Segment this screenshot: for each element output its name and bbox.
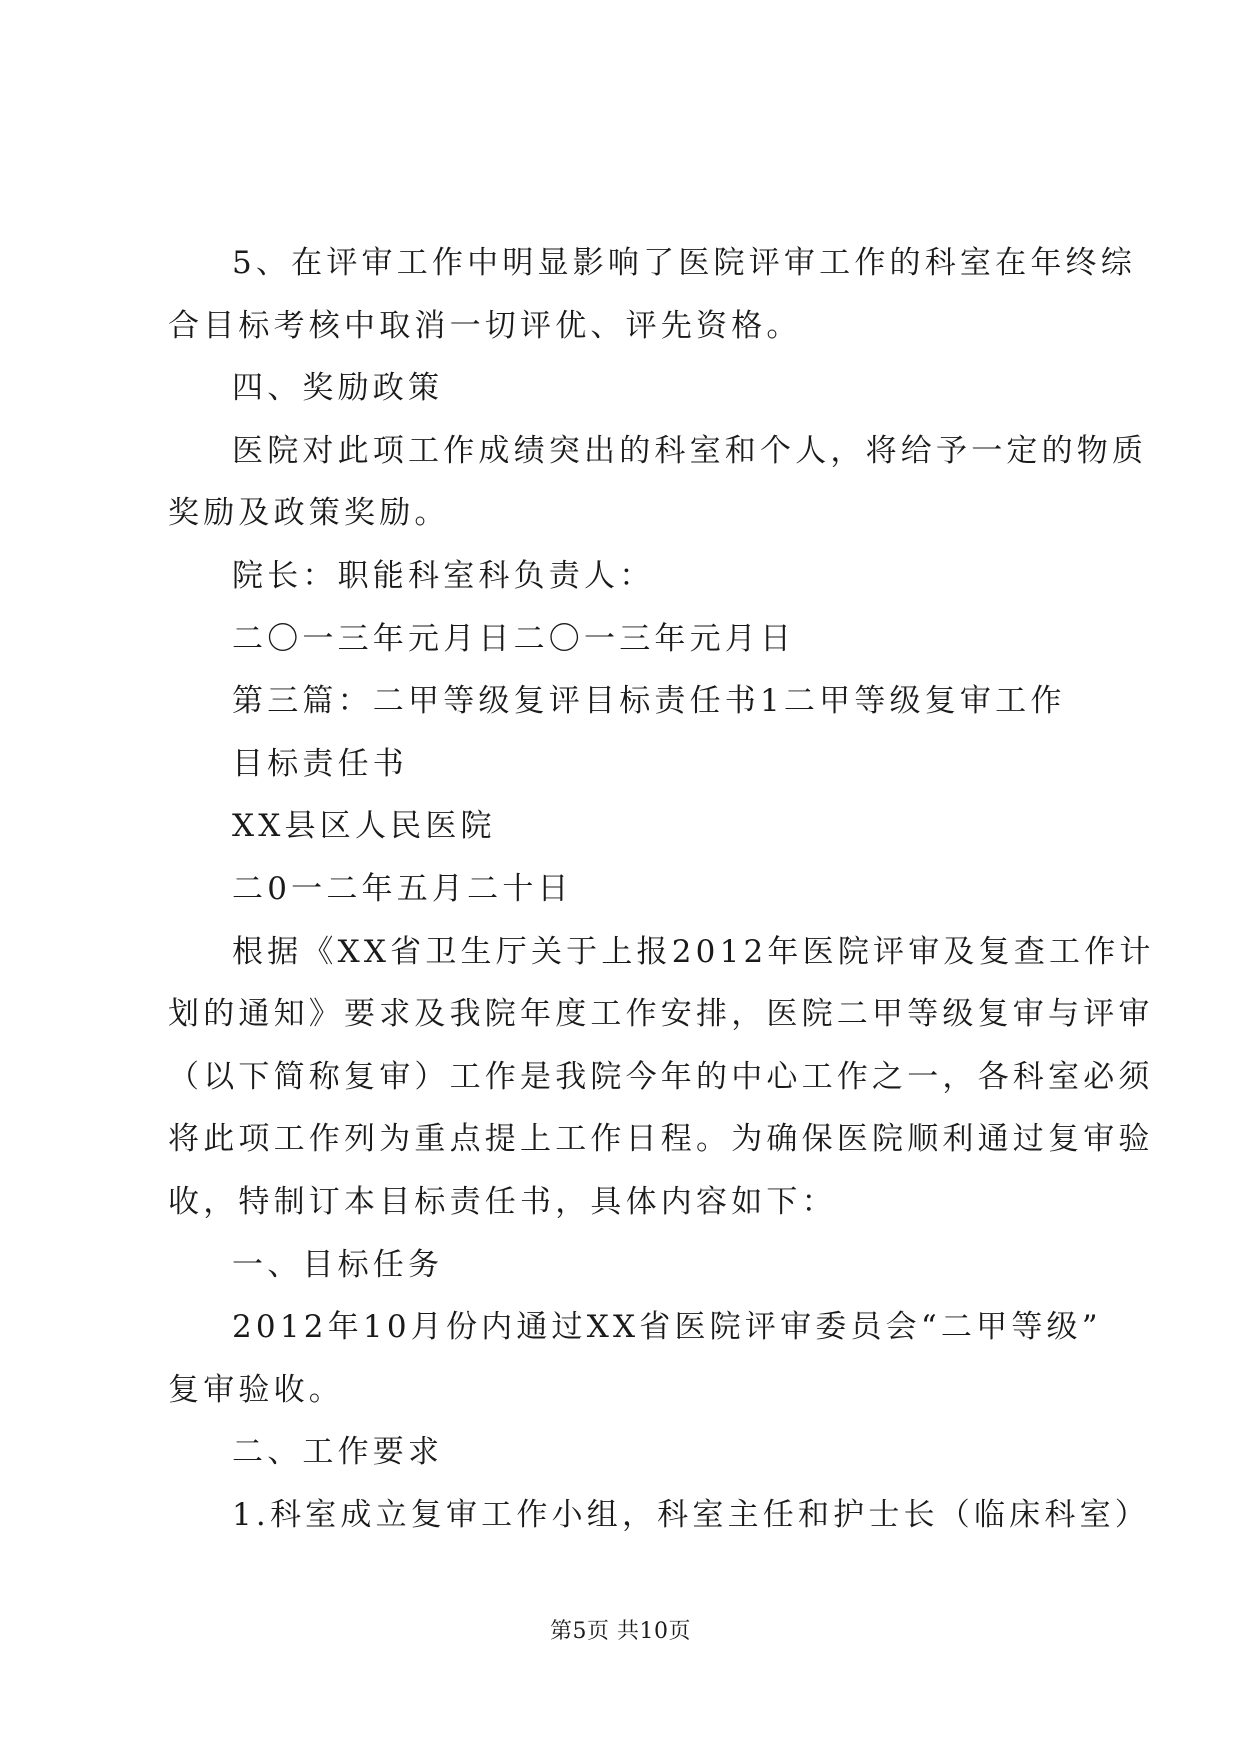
paragraph-line: 复审验收。 xyxy=(168,1371,344,1408)
page-footer: 第5页 共10页 xyxy=(550,1619,691,1644)
paragraph-line: 目标责任书 xyxy=(232,745,408,782)
paragraph-line: 奖励及政策奖励。 xyxy=(168,495,450,532)
paragraph-line: 将此项工作列为重点提上工作日程。为确保医院顺利通过复审验 xyxy=(168,1121,1154,1158)
document-body xyxy=(168,232,1155,1546)
paragraph-line: （以下简称复审）工作是我院今年的中心工作之一，各科室必须 xyxy=(168,1058,1154,1095)
paragraph-line: 收，特制订本目标责任书，具体内容如下： xyxy=(168,1183,837,1220)
paragraph-line: 二〇一三年元月日二〇一三年元月日 xyxy=(232,620,796,657)
paragraph-line: 5、在评审工作中明显影响了医院评审工作的科室在年终综 xyxy=(232,245,1136,281)
paragraph-line: 1.科室成立复审工作小组，科室主任和护士长（临床科室） xyxy=(232,1496,1150,1533)
paragraph-line: 2012年10月份内通过XX省医院评审委员会“二甲等级” xyxy=(232,1309,1102,1346)
paragraph-line: 一、目标任务 xyxy=(232,1246,444,1283)
paragraph-line: 划的通知》要求及我院年度工作安排，医院二甲等级复审与评审 xyxy=(168,996,1154,1033)
paragraph-line: XX县区人民医院 xyxy=(232,808,496,845)
paragraph-line: 四、奖励政策 xyxy=(232,370,444,407)
paragraph-line: 第三篇：二甲等级复评目标责任书1二甲等级复审工作 xyxy=(232,683,1066,720)
paragraph-line: 二0一二年五月二十日 xyxy=(232,870,573,907)
paragraph-line: 院长：职能科室科负责人： xyxy=(232,557,655,594)
paragraph-line: 合目标考核中取消一切评优、评先资格。 xyxy=(168,307,802,344)
paragraph-line: 根据《XX省卫生厅关于上报2012年医院评审及复查工作计 xyxy=(232,933,1155,970)
paragraph-line: 医院对此项工作成绩突出的科室和个人，将给予一定的物质 xyxy=(232,432,1148,469)
paragraph-line: 二、工作要求 xyxy=(232,1434,444,1471)
